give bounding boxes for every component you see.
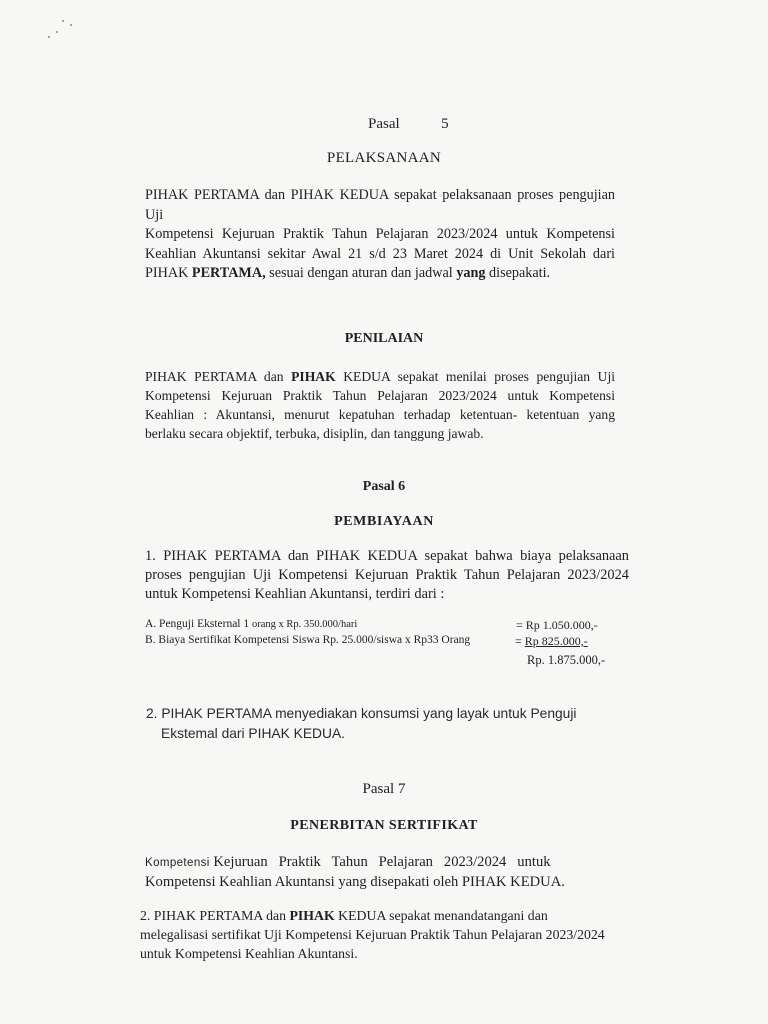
cost-row-b: B. Biaya Sertifikat Kompetensi Siswa Rp. 25.000/siswa x Rp33 Orang [145,634,471,646]
penerbitan-paragraph-2 [140,906,660,963]
pembiayaan-item-2 [146,704,576,744]
pembiayaan-item-1 [145,547,629,604]
penilaian-paragraph [145,367,615,443]
scan-speck [62,20,64,22]
pasal-7-heading: Pasal 7 [362,781,406,797]
paragraph-line: untuk Kompetensi Keahlian Akuntansi, terdiri dari : [145,586,445,602]
pembiayaan-title: PEMBIAYAAN [334,514,434,529]
paragraph-line: Kompetensi Kejuruan Praktik Tahun Pelajaran 2023/2024 untuk Kompetensi [145,388,615,403]
pasal-number: 5 [441,116,449,132]
pasal-label: Pasal [368,116,400,132]
paragraph-line: Ekstemal dari PIHAK KEDUA. [161,726,346,741]
paragraph-line: proses pengujian Uji Kompetensi Kejuruan Praktik Tahun Pelajaran 2023/2024 [145,567,629,583]
cost-row-a: A. Penguji Eksternal 1 orang x Rp. 350.000/hari [145,618,358,630]
paragraph-line: berlaku secara objektif, terbuka, disiplin, dan tanggung jawab. [145,426,484,441]
scan-speck [70,24,72,26]
paragraph-line: PIHAK PERTAMA, sesuai dengan aturan dan jadwal yang disepakati. [145,265,551,281]
pasal-6-heading: Pasal 6 [362,479,406,494]
paragraph-line: melegalisasi sertifikat Uji Kompetensi Kejuruan Praktik Tahun Pelajaran 2023/2024 [140,927,605,942]
paragraph-line: Kompetensi Kejuruan Praktik Tahun Pelajaran 2023/2024 untuk [145,854,551,870]
cost-amount-a: = Rp 1.050.000,- [516,618,598,632]
paragraph-line: 2. PIHAK PERTAMA dan PIHAK KEDUA sepakat menandatangani dan [140,908,548,923]
penerbitan-paragraph-1 [145,853,636,892]
paragraph-line: PIHAK PERTAMA dan PIHAK KEDUA sepakat pelaksanaan proses pengujian Uji [145,187,615,223]
scan-speck [48,36,50,38]
cost-amount-b: = Rp 825.000,- [515,634,588,648]
cost-total: Rp. 1.875.000,- [527,653,606,667]
paragraph-line: 2. PIHAK PERTAMA menyediakan konsumsi yang layak untuk Penguji [146,706,577,721]
paragraph-line: 1. PIHAK PERTAMA dan PIHAK KEDUA sepakat bahwa biaya pelaksanaan [145,548,629,564]
scan-speck [56,31,58,33]
paragraph-line: Keahlian Akuntansi sekitar Awal 21 s/d 23 Maret 2024 di Unit Sekolah dari [145,245,615,262]
pelaksanaan-title: PELAKSANAAN [326,150,442,166]
paragraph-line: Keahlian : Akuntansi, menurut kepatuhan terhadap ketentuan- ketentuan yang [145,407,615,422]
paragraph-line: PIHAK PERTAMA dan PIHAK KEDUA sepakat menilai proses pengujian Uji [145,369,615,384]
paragraph-line: Kompetensi Keahlian Akuntansi yang disepakati oleh PIHAK KEDUA. [145,874,565,890]
pasal-5-heading [368,116,449,133]
paragraph-line: untuk Kompetensi Keahlian Akuntansi. [140,946,358,961]
pelaksanaan-paragraph [145,186,615,284]
penilaian-title: PENILAIAN [344,331,424,346]
paragraph-line: Kompetensi Kejuruan Praktik Tahun Pelajaran 2023/2024 untuk Kompetensi [145,226,615,242]
penerbitan-sertifikat-title: PENERBITAN SERTIFIKAT [290,818,478,833]
